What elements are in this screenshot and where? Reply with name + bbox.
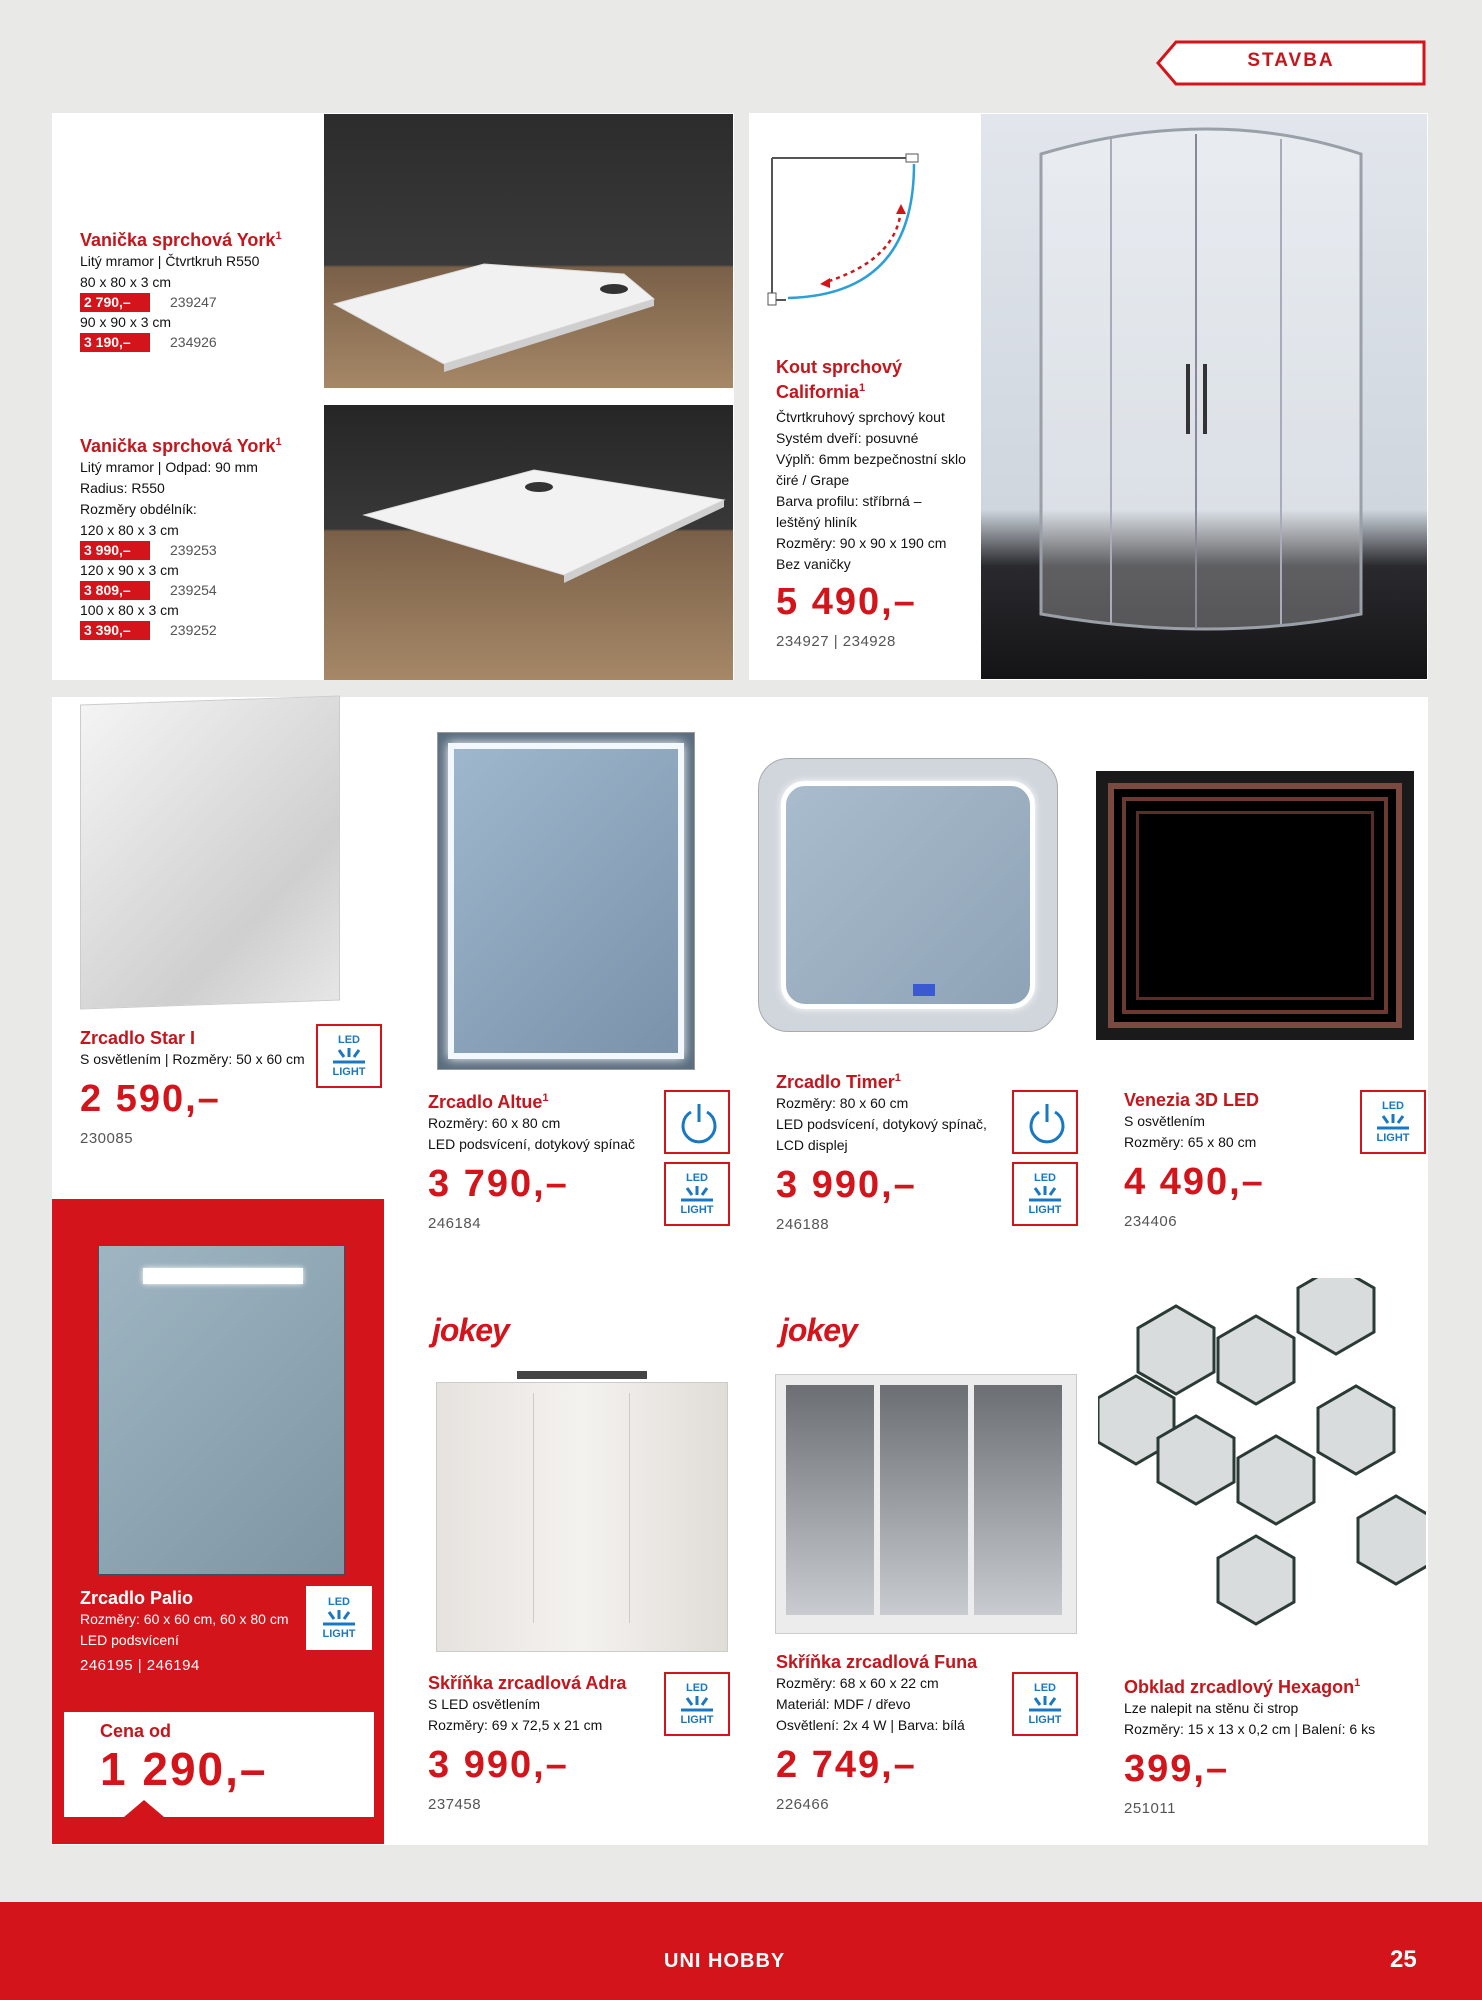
product-code: 239252	[170, 622, 217, 638]
adra-led-badge: LED LIGHT	[664, 1672, 730, 1736]
palio-code: 246195 | 246194	[80, 1657, 200, 1674]
tray1-size-2: 90 x 90 x 3 cm	[80, 314, 172, 330]
adra-price: 3 990,–	[428, 1744, 569, 1786]
hexagon-title: Obklad zrcadlový Hexagon$^1$	[1124, 1677, 1361, 1697]
footer-bar	[0, 1902, 1482, 2000]
led-icon	[1025, 1184, 1065, 1204]
palio-price-label: Cena od	[100, 1721, 172, 1741]
power-icon	[677, 1102, 721, 1146]
corner-diagram	[766, 150, 926, 310]
funa-price: 2 749,–	[776, 1744, 917, 1786]
star-title: Zrcadlo Star I	[80, 1028, 196, 1048]
price-box: 3 809,–	[80, 581, 150, 600]
tray1-price-row-1	[80, 293, 320, 312]
funa-code: 226466	[776, 1796, 830, 1813]
page-number: 25	[1390, 1946, 1417, 1973]
funa-spec-3: Osvětlení: 2x 4 W | Barva: bílá	[776, 1717, 965, 1733]
adra-image	[436, 1382, 728, 1652]
power-icon	[1025, 1102, 1069, 1146]
corner-title: Kout sprchový California$^1$	[776, 357, 903, 402]
product-code: 239247	[170, 294, 217, 310]
hexagon-info	[1124, 1673, 1375, 1817]
corner-price: 5 490,–	[776, 581, 917, 623]
tray2-spec-4: 120 x 80 x 3 cm	[80, 522, 179, 538]
venezia-led-badge: LED LIGHT	[1360, 1090, 1426, 1154]
tray2-size-3: 100 x 80 x 3 cm	[80, 602, 179, 618]
floorplan-icon	[766, 150, 926, 310]
corner-spec: Čtvrtkruhový sprchový kout Systém dveří: posuvné Výplň: 6mm bezpečnostní sklo čiré / Grape Barva profilu: stříbrná – leštěný hliník Rozměry: 90 x 90 x 190 cm Bez vaničky	[776, 409, 966, 572]
palio-info	[80, 1588, 289, 1674]
hexagon-price: 399,–	[1124, 1748, 1230, 1790]
altue-price: 3 790,–	[428, 1163, 569, 1205]
star-spec: S osvětlením | Rozměry: 50 x 60 cm	[80, 1051, 305, 1067]
timer-image	[758, 758, 1058, 1032]
led-icon	[1025, 1694, 1065, 1714]
timer-spec-3: LCD displej	[776, 1137, 848, 1153]
corner-info	[776, 357, 976, 650]
tray1-image	[324, 114, 733, 388]
tray2-info	[80, 432, 320, 640]
adra-code: 237458	[428, 1796, 482, 1813]
funa-led-badge: LED LIGHT	[1012, 1672, 1078, 1736]
timer-price: 3 990,–	[776, 1164, 917, 1206]
product-code: 239253	[170, 542, 217, 558]
hexagon-code: 251011	[1124, 1800, 1176, 1817]
price-box: 3 190,–	[80, 333, 150, 352]
altue-info	[428, 1088, 635, 1232]
altue-led-badge: LED LIGHT	[664, 1162, 730, 1226]
funa-info	[776, 1652, 977, 1813]
palio-spec-1: Rozměry: 60 x 60 cm, 60 x 80 cm	[80, 1611, 289, 1627]
adra-brand-logo: jokey	[432, 1312, 509, 1348]
timer-code: 246188	[776, 1216, 830, 1233]
altue-image	[437, 732, 695, 1070]
funa-brand-logo: jokey	[780, 1312, 857, 1348]
led-icon	[1373, 1112, 1413, 1132]
tray1-spec-2: 80 x 80 x 3 cm	[80, 274, 172, 290]
led-icon	[329, 1046, 369, 1066]
tray1-title: Vanička sprchová York$^1$	[80, 230, 282, 250]
price-box: 3 390,–	[80, 621, 150, 640]
timer-spec-2: LED podsvícení, dotykový spínač,	[776, 1116, 987, 1132]
tray1-price-row-2	[80, 333, 320, 352]
palio-led-badge: LED LIGHT	[306, 1586, 372, 1650]
star-price: 2 590,–	[80, 1078, 221, 1120]
altue-code: 246184	[428, 1215, 482, 1232]
tray2-spec-2: Radius: R550	[80, 480, 165, 496]
tray2-price-row-1	[80, 541, 320, 560]
product-code: 239254	[170, 582, 217, 598]
adra-spec-2: Rozměry: 69 x 72,5 x 21 cm	[428, 1717, 603, 1733]
star-led-badge: LED LIGHT	[316, 1024, 382, 1088]
funa-spec-2: Materiál: MDF / dřevo	[776, 1696, 911, 1712]
venezia-spec-2: Rozměry: 65 x 80 cm	[1124, 1134, 1257, 1150]
tray1-info	[80, 226, 320, 352]
palio-price: 1 290,–	[100, 1743, 268, 1795]
adra-spec-1: S LED osvětlením	[428, 1696, 541, 1712]
funa-title: Skříňka zrcadlová Funa	[776, 1652, 978, 1672]
palio-price-box	[64, 1712, 374, 1817]
footer-brand-logo: UNI HOBBY	[664, 1950, 786, 1972]
tray2-price-row-3	[80, 621, 320, 640]
funa-spec-1: Rozměry: 68 x 60 x 22 cm	[776, 1675, 939, 1691]
adra-title: Skříňka zrcadlová Adra	[428, 1673, 627, 1693]
tray2-size-2: 120 x 90 x 3 cm	[80, 562, 179, 578]
section-label: STAVBA	[1247, 50, 1335, 71]
hexagon-spec-2: Rozměry: 15 x 13 x 0,2 cm | Balení: 6 ks	[1124, 1721, 1376, 1737]
venezia-price: 4 490,–	[1124, 1161, 1265, 1203]
hexagon-image	[1098, 1278, 1426, 1652]
altue-touch-switch-badge	[664, 1090, 730, 1154]
palio-image	[98, 1245, 345, 1575]
corner-code: 234927 | 234928	[776, 633, 896, 650]
corner-image	[981, 114, 1427, 679]
hexagon-spec-1: Lze nalepit na stěnu či strop	[1124, 1700, 1299, 1716]
tray2-price-row-2	[80, 581, 320, 600]
price-box: 2 790,–	[80, 293, 150, 312]
venezia-code: 234406	[1124, 1213, 1178, 1230]
palio-title: Zrcadlo Palio	[80, 1588, 194, 1608]
star-info	[80, 1028, 305, 1147]
venezia-image	[1096, 771, 1414, 1040]
led-icon	[319, 1608, 359, 1628]
palio-spec-2: LED podsvícení	[80, 1632, 179, 1648]
section-tag	[1156, 40, 1426, 86]
timer-led-badge: LED LIGHT	[1012, 1162, 1078, 1226]
product-code: 234926	[170, 334, 217, 350]
altue-title: Zrcadlo Altue$^1$	[428, 1092, 549, 1112]
venezia-info	[1124, 1090, 1265, 1230]
star-image	[80, 695, 340, 1009]
tray2-spec-1: Litý mramor | Odpad: 90 mm	[80, 459, 258, 475]
star-code: 230085	[80, 1130, 134, 1147]
timer-title: Zrcadlo Timer$^1$	[776, 1072, 901, 1092]
venezia-spec-1: S osvětlením	[1124, 1113, 1205, 1129]
venezia-title: Venezia 3D LED	[1124, 1090, 1260, 1110]
timer-touch-switch-badge	[1012, 1090, 1078, 1154]
timer-info	[776, 1068, 987, 1233]
price-box: 3 990,–	[80, 541, 150, 560]
led-icon	[677, 1184, 717, 1204]
tray1-spec-1: Litý mramor | Čtvrtkruh R550	[80, 253, 260, 269]
timer-spec-1: Rozměry: 80 x 60 cm	[776, 1095, 909, 1111]
altue-spec-2: LED podsvícení, dotykový spínač	[428, 1136, 635, 1152]
led-icon	[677, 1694, 717, 1714]
altue-spec-1: Rozměry: 60 x 80 cm	[428, 1115, 561, 1131]
funa-image	[775, 1374, 1077, 1634]
tray2-title: Vanička sprchová York$^1$	[80, 436, 282, 456]
tray2-spec-3: Rozměry obdélník:	[80, 501, 197, 517]
adra-info	[428, 1673, 626, 1813]
tray2-image	[324, 405, 733, 680]
